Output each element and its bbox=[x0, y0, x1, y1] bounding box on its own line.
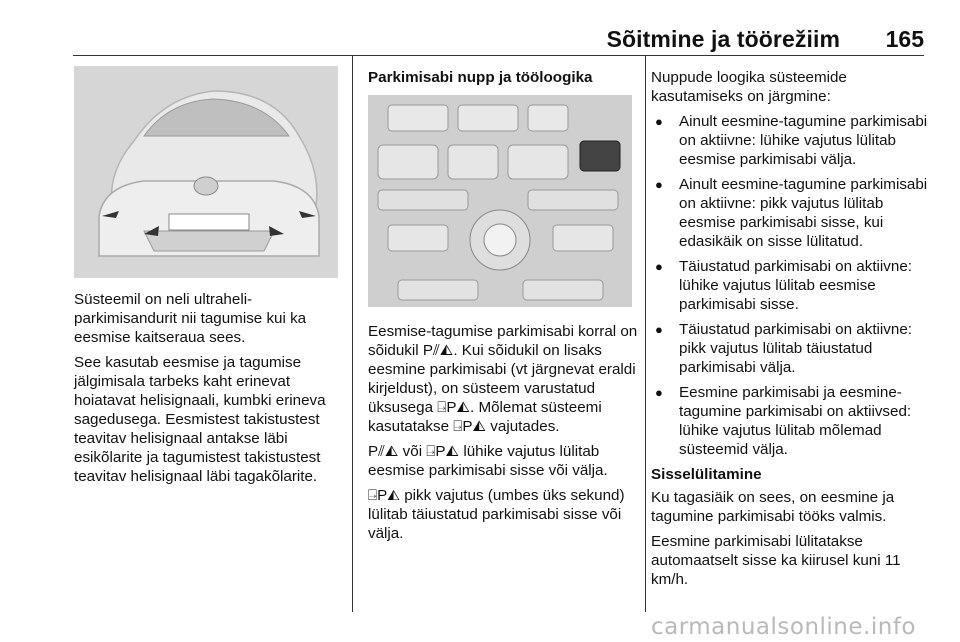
col3-intro: Nuppude loogika süsteemide kasutamiseks on järgmine: bbox=[651, 69, 847, 105]
column-1-text bbox=[74, 290, 346, 492]
col1-paragraph-2: See kasutab eesmise ja tagumise jälgimisala tarbeks kaht erinevat hoiatavat helisignaali, kumbki erineva sagedusega. Eesmistest takistustest teavitav helisignaal antakse läbi esikõlarite ja tagumistest takistustest teavitav helisignaal läbi tagakõlarite. bbox=[74, 354, 326, 485]
list-item: ● Ainult eesmine-tagumine parkimisabi on aktiivne: pikk vajutus lülitab eesmise parkimisabi sisse, kui edasikäik on sisse lülitatud. bbox=[651, 175, 929, 251]
col2-paragraph-2: P⫽◭ või ⍈P◭ lühike vajutus lülitab eesmise parkimisabi sisse või välja. bbox=[368, 443, 608, 479]
page-header-title: Sõitmine ja töörežiim bbox=[606, 26, 840, 52]
list-item: ● Täiustatud parkimisabi on aktiivne: pikk vajutus lülitab täiustatud parkimisabi välja. bbox=[651, 320, 929, 377]
column-2-heading: Parkimisabi nupp ja tööloogika bbox=[368, 69, 593, 86]
list-item: ● Täiustatud parkimisabi on aktiivne: lühike vajutus lülitab eesmise parkimisabi sisse. bbox=[651, 257, 929, 314]
col3-paragraph-1: Ku tagasiäik on sees, on eesmine ja tagumine parkimisabi tööks valmis. bbox=[651, 489, 895, 525]
watermark: carmanualsonline.info bbox=[650, 614, 916, 640]
col3-heading: Sisselülitamine bbox=[651, 466, 762, 483]
list-item: ● Ainult eesmine-tagumine parkimisabi on aktiivne: lühike vajutus lülitab eesmise parkimisabi välja. bbox=[651, 112, 929, 169]
column-divider-2 bbox=[645, 56, 646, 612]
parking-assist-button-icon bbox=[580, 141, 620, 171]
page-number: 165 bbox=[885, 26, 924, 52]
column-3-text bbox=[651, 68, 929, 595]
col3-bullet-list bbox=[651, 112, 929, 459]
car-front-svg bbox=[74, 66, 338, 278]
header-rule bbox=[73, 55, 924, 56]
list-item: ● Eesmine parkimisabi ja eesmine-tagumine parkimisabi on aktiivsed: lühike vajutus lülitab mõlemad süsteemid välja. bbox=[651, 383, 929, 459]
col2-paragraph-1: Eesmise-tagumise parkimisabi korral on sõidukil P⫽◭. Kui sõidukil on lisaks eesmine parkimisabi (vt järgnevat eraldi kirjeldust), on süsteem varustatud üksusega ⍈P◭. Mõlemat süsteemi kasutatakse ⍈P◭ vajutades. bbox=[368, 323, 638, 435]
col1-paragraph-1: Süsteemil on neli ultraheli-parkimisandurit nii tagumise kui ka eesmise kaitseraua sees. bbox=[74, 291, 307, 346]
console-svg bbox=[368, 95, 632, 307]
col3-paragraph-2: Eesmine parkimisabi lülitatakse automaatselt sisse ka kiirusel kuni 11 km/h. bbox=[651, 533, 901, 588]
column-2-text bbox=[368, 322, 640, 549]
col2-paragraph-3: ⍈P◭ pikk vajutus (umbes üks sekund) lülitab täiustatud parkimisabi sisse või välja. bbox=[368, 487, 625, 542]
column-divider-1 bbox=[352, 56, 353, 612]
console-buttons-illustration bbox=[368, 95, 632, 307]
car-front-illustration bbox=[74, 66, 338, 278]
